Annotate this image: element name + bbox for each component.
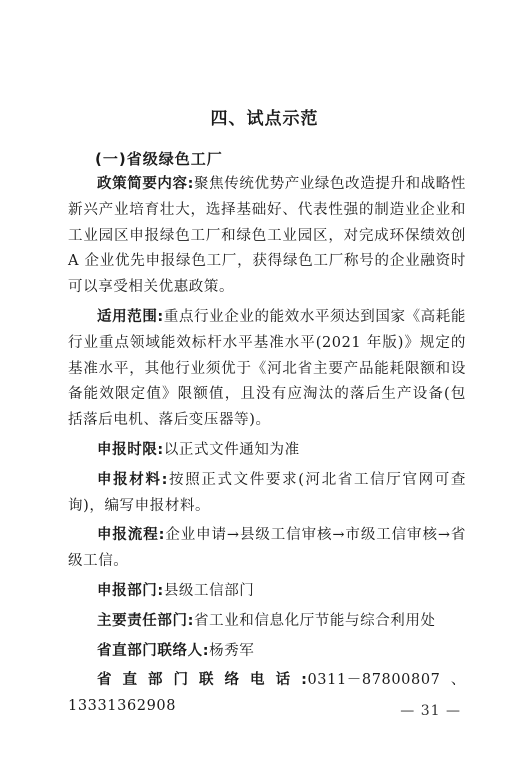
paragraph-label: 主要责任部门: bbox=[97, 612, 194, 629]
paragraph-process bbox=[68, 523, 466, 575]
paragraph-label: 申报部门: bbox=[97, 582, 164, 599]
paragraph-department bbox=[68, 579, 466, 605]
paragraph-label: 政策简要内容: bbox=[97, 176, 195, 192]
section-title: 四、试点示范 bbox=[210, 109, 319, 129]
paragraph-text: 0311－87800807、13331362908 bbox=[68, 672, 466, 715]
paragraph-text: 重点行业企业的能效水平须达到国家《高耗能行业重点领域能效标杆水平基准水平(2021 年版)》规定的基准水平，其他行业须优于《河北省主要产品能耗限额和设备能效限定值》限额值，且没有应淘汰的落后生产设备(包括落后电机、落后变压器等)。 bbox=[68, 308, 466, 429]
document-body bbox=[68, 172, 466, 720]
paragraph-label: 省直部门联络人: bbox=[97, 642, 210, 659]
paragraph-text: 以正式文件通知为准 bbox=[163, 441, 300, 458]
paragraph-text: 杨秀军 bbox=[209, 642, 255, 659]
paragraph-materials bbox=[68, 468, 466, 520]
paragraph-contact-person bbox=[68, 639, 466, 665]
paragraph-responsible-department bbox=[68, 609, 466, 635]
page-number: — 31 — bbox=[400, 703, 461, 719]
paragraph-text: 企业申请→县级工信审核→市级工信审核→省级工信。 bbox=[68, 527, 466, 570]
paragraph-text: 按照正式文件要求(河北省工信厅官网可查询)，编写申报材料。 bbox=[68, 471, 466, 514]
paragraph-label: 申报时限: bbox=[97, 441, 164, 458]
paragraph-text: 聚焦传统优势产业绿色改造提升和战略性新兴产业培育壮大，选择基础好、代表性强的制造业企业和工业园区申报绿色工厂和绿色工业园区，对完成环保绩效创 A 企业优先申报绿色工厂，获得绿色工厂称号的企业融资时可以享受相关优惠政策。 bbox=[68, 176, 466, 296]
paragraph-deadline bbox=[68, 438, 466, 464]
paragraph-label: 申报流程: bbox=[97, 527, 166, 544]
paragraph-label: 省直部门联络电话: bbox=[97, 672, 308, 689]
sub-section-title: (一)省级绿色工厂 bbox=[95, 150, 223, 168]
paragraph-policy-summary bbox=[68, 172, 466, 301]
paragraph-text: 省工业和信息化厅节能与综合利用处 bbox=[194, 612, 436, 629]
paragraph-scope bbox=[68, 305, 466, 434]
paragraph-label: 申报材料: bbox=[97, 471, 168, 488]
paragraph-label: 适用范围: bbox=[97, 308, 164, 325]
paragraph-text: 县级工信部门 bbox=[163, 582, 255, 599]
